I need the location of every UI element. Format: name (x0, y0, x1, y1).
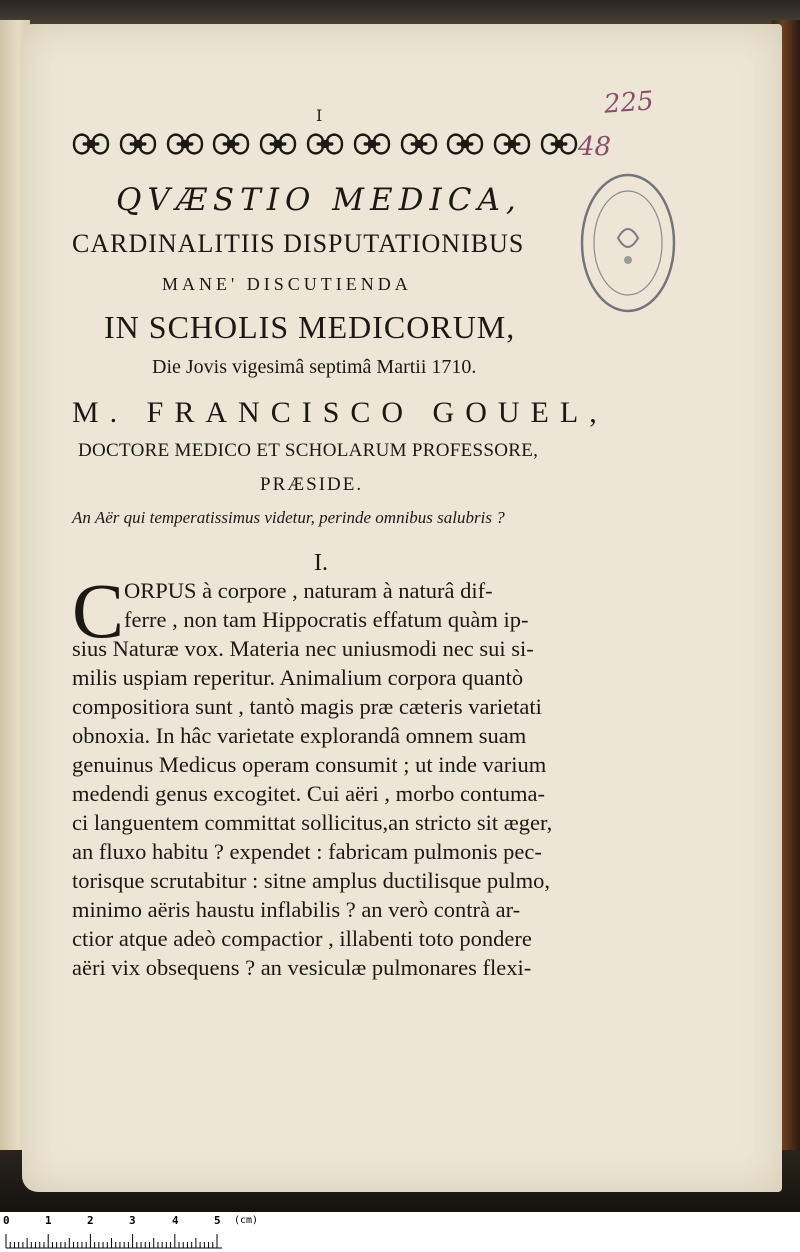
body-line: ctior atque adeò compactior , illabenti toto pondere (72, 926, 532, 951)
date-line: Die Jovis vigesimâ septimâ Martii 1710. (152, 356, 477, 378)
body-line: ORPUS à corpore , naturam à naturâ dif- (124, 578, 493, 603)
ornament-icon (164, 128, 206, 160)
ornament-icon (257, 128, 299, 160)
body-line: ci languentem committat sollicitus,an stricto sit æger, (72, 810, 553, 835)
section-numeral: I. (314, 550, 328, 576)
ornament-icon (491, 128, 533, 160)
ornament-icon (70, 128, 112, 160)
praeside-label: PRÆSIDE. (260, 474, 364, 495)
ruler-label-0: 0 (3, 1214, 10, 1227)
title-line-3: MANE' DISCUTIENDA (162, 274, 412, 294)
body-line: ferre , non tam Hippocratis effatum quàm ip- (124, 607, 529, 632)
body-line: milis uspiam reperitur. Animalium corpora quantò (72, 665, 524, 690)
ruler-label-4: 4 (172, 1214, 179, 1227)
ruler-ticks (0, 1232, 230, 1250)
decorative-border (70, 124, 580, 164)
scale-ruler (0, 1212, 800, 1252)
ornament-icon (210, 128, 252, 160)
thesis-question: An Aër qui temperatissimus videtur, perinde omnibus salubris ? (72, 508, 505, 527)
body-line: compositiora sunt , tantò magis præ cæteris varietati (72, 694, 542, 719)
library-stamp (578, 168, 678, 318)
page-number: I (316, 106, 323, 125)
handwritten-number: 225 (603, 86, 655, 120)
body-line: obnoxia. In hâc varietate explorandâ omnem suam (72, 723, 527, 748)
title-line-4: IN SCHOLIS MEDICORUM, (104, 309, 516, 345)
ornament-icon (304, 128, 346, 160)
ruler-label-3: 3 (129, 1214, 136, 1227)
body-line: sius Naturæ vox. Materia nec uniusmodi nec sui si- (72, 636, 534, 661)
ruler-label-2: 2 (87, 1214, 94, 1227)
body-line: medendi genus excogitet. Cui aëri , morbo contuma- (72, 781, 545, 806)
ruler-unit: (cm) (234, 1215, 259, 1226)
ruler-label-1: 1 (45, 1214, 52, 1227)
ornament-icon (398, 128, 440, 160)
praeses-title: DOCTORE MEDICO ET SCHOLARUM PROFESSORE, (78, 440, 539, 461)
ornament-icon (351, 128, 393, 160)
title-line-1: QVÆSTIO MEDICA, (116, 182, 522, 218)
body-line: an fluxo habitu ? expendet : fabricam pulmonis pec- (72, 839, 542, 864)
praeses-name: M. FRANCISCO GOUEL, (72, 396, 608, 429)
ornament-icon (538, 128, 580, 160)
body-line: minimo aëris haustu inflabilis ? an verò contrà ar- (72, 897, 521, 922)
title-line-2: CARDINALITIIS DISPUTATIONIBUS (72, 229, 525, 258)
ruler-label-5: 5 (214, 1214, 221, 1227)
body-line: aëri vix obsequens ? an vesiculæ pulmonares flexi- (72, 955, 532, 980)
body-line: torisque scrutabitur : sitne amplus ductilisque pulmo, (72, 868, 551, 893)
body-line: genuinus Medicus operam consumit ; ut inde varium (72, 752, 547, 777)
drop-cap: C (72, 567, 125, 654)
ornament-icon (444, 128, 486, 160)
ornament-icon (117, 128, 159, 160)
handwritten-mark: 48 (578, 132, 612, 162)
